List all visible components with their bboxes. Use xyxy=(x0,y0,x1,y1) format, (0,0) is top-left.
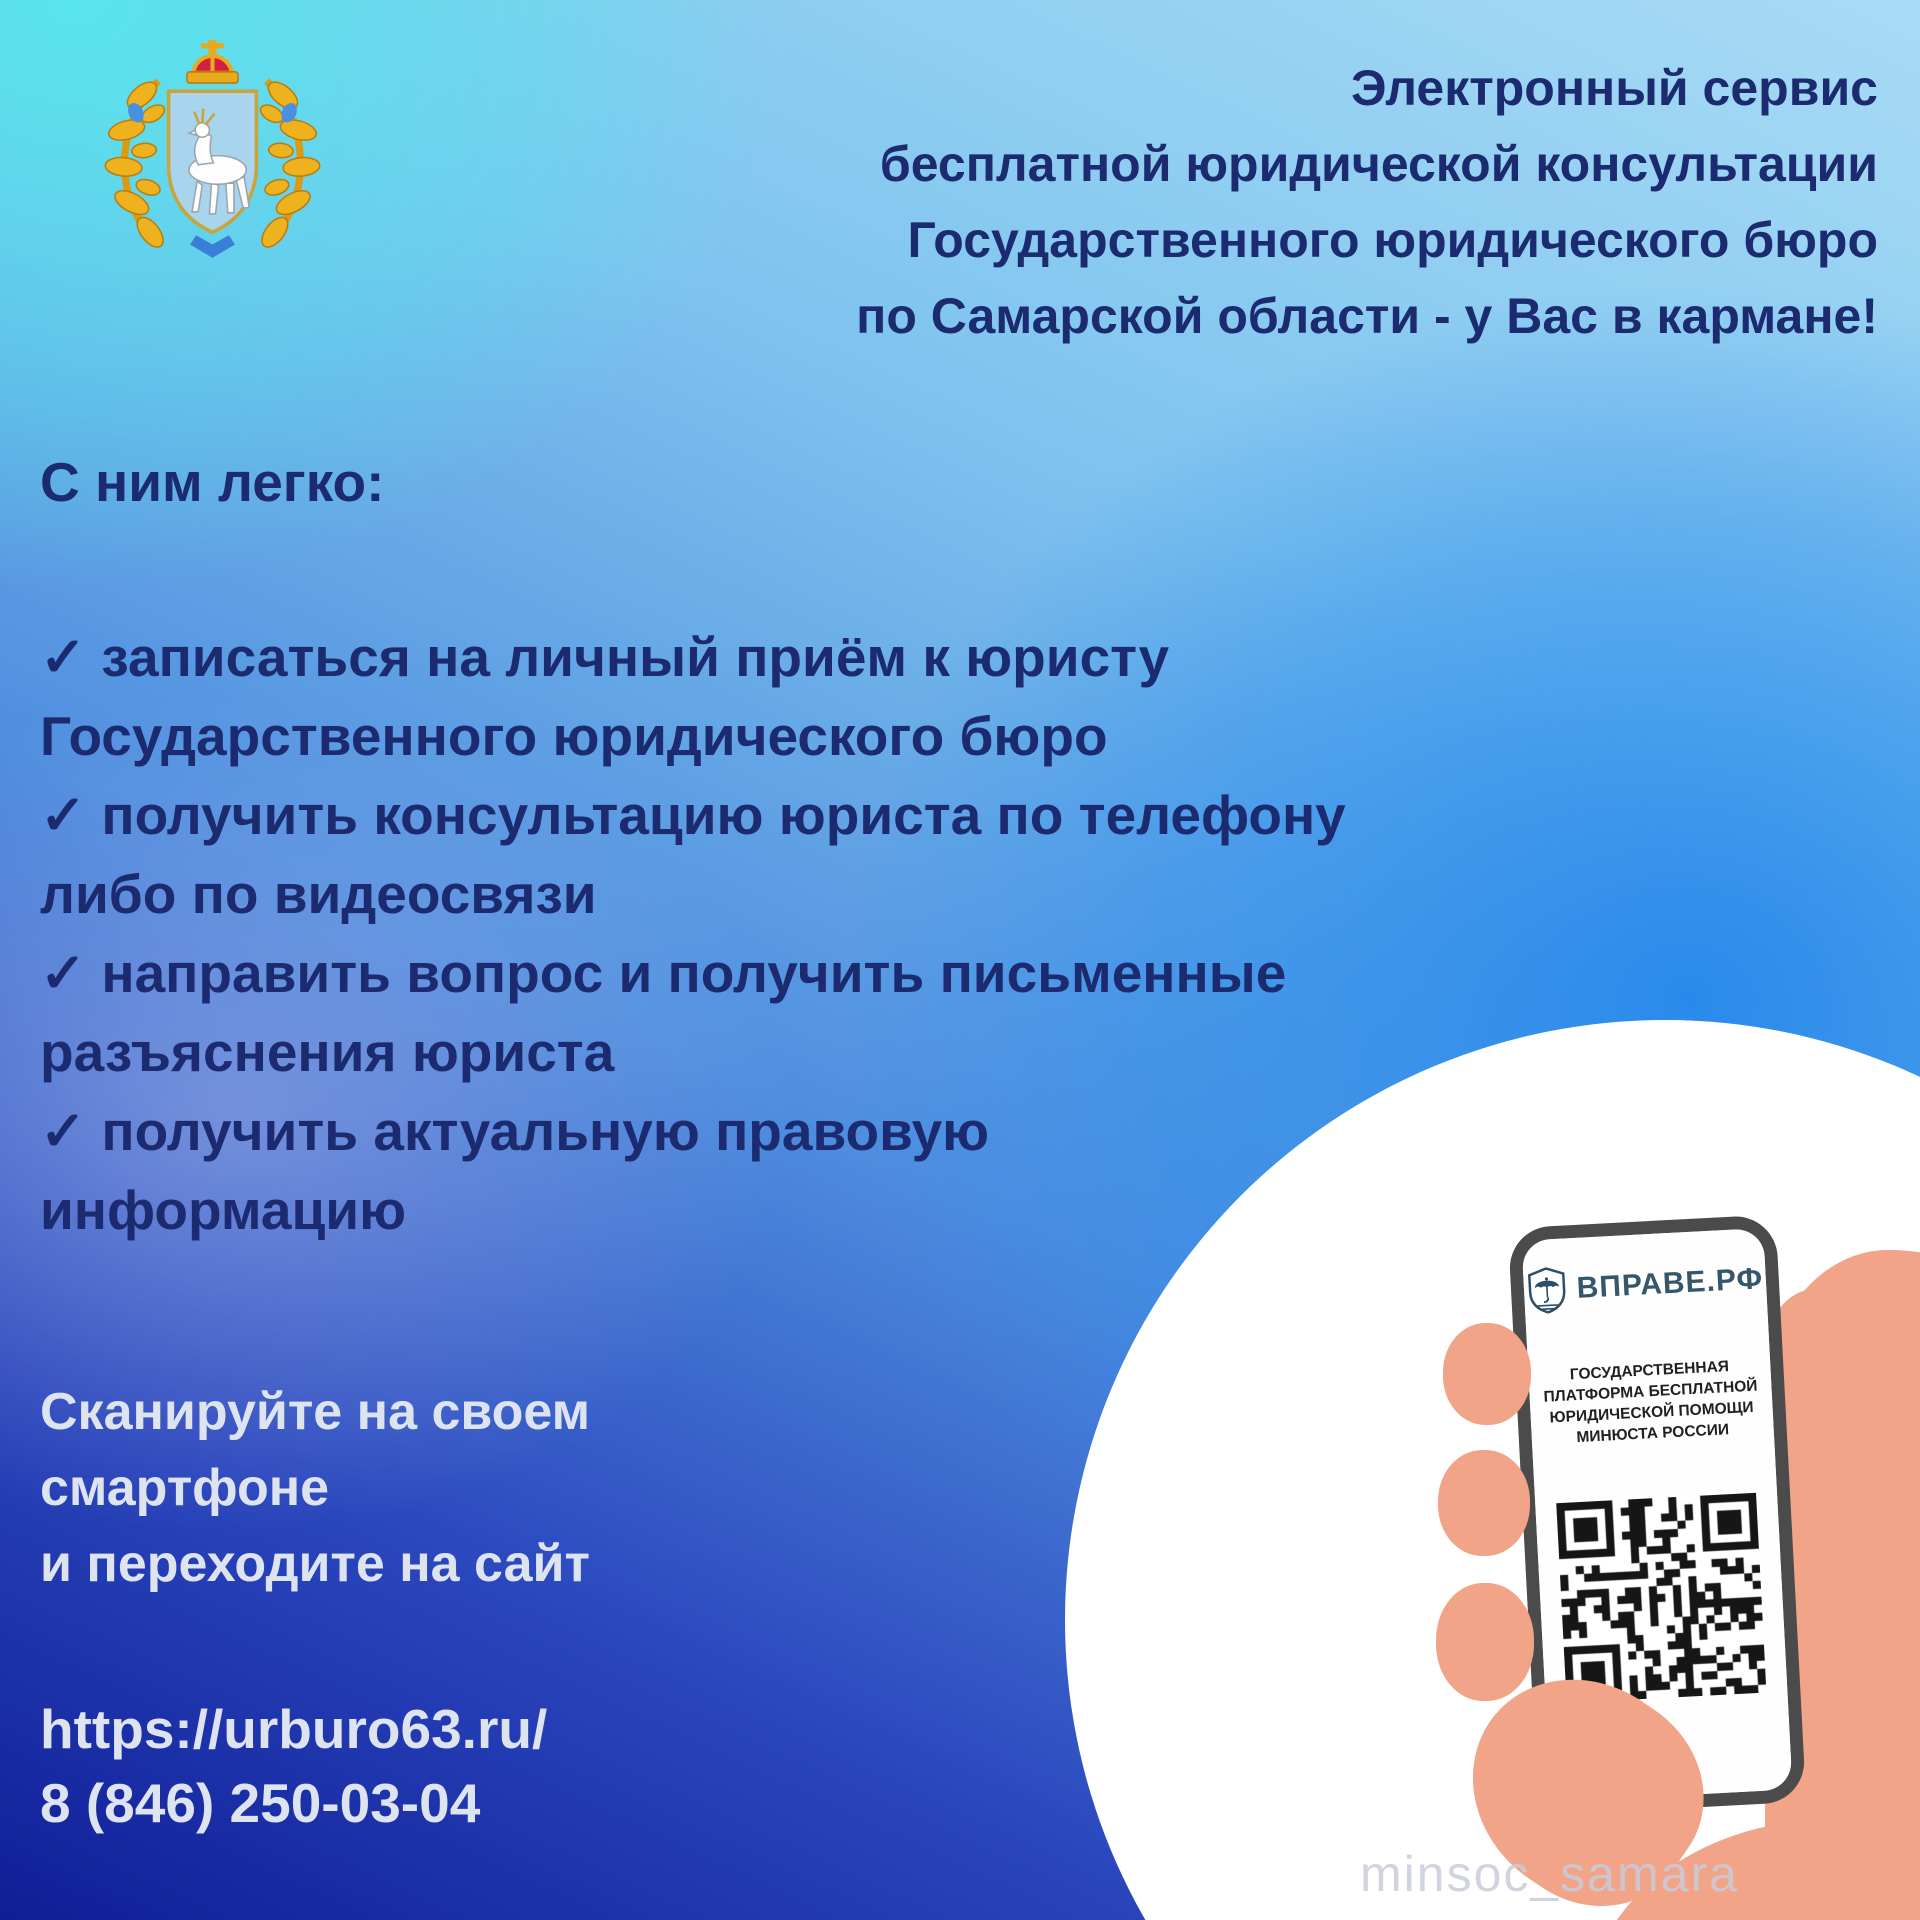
list-item-line: информацию xyxy=(40,1179,407,1241)
scan-instruction-line: смартфоне xyxy=(40,1459,330,1517)
scan-instruction-line: и переходите на сайт xyxy=(40,1535,590,1593)
list-item-line: либо по видеосвязи xyxy=(40,863,597,925)
list-item-line: Государственного юридического бюро xyxy=(40,705,1108,767)
website-url: https://urburo63.ru/ xyxy=(40,1698,548,1760)
coat-of-arms-graphic xyxy=(95,38,330,263)
list-item-line: ✓ направить вопрос и получить письменные xyxy=(40,942,1287,1004)
list-item-line: ✓ записаться на личный приём к юристу xyxy=(40,626,1170,688)
samara-coat-of-arms-icon xyxy=(95,38,330,263)
scan-instruction-line: Сканируйте на своем xyxy=(40,1383,591,1441)
title-line: бесплатной юридической консультации xyxy=(879,136,1878,192)
title-line: Государственного юридического бюро xyxy=(907,212,1878,268)
brand-name: ВПРАВЕ.РФ xyxy=(1575,1262,1764,1305)
title-line: по Самарской области - у Вас в кармане! xyxy=(856,288,1878,344)
scan-instruction xyxy=(40,1374,590,1602)
intro-text: С ним легко: xyxy=(40,451,385,513)
brand-row xyxy=(1526,1256,1765,1314)
caption-line: ПЛАТФОРМА БЕСПЛАТНОЙ xyxy=(1543,1377,1758,1406)
list-item-line: ✓ получить актуальную правовую xyxy=(40,1100,990,1162)
caption-line: ЮРИДИЧЕСКОЙ ПОМОЩИ xyxy=(1549,1398,1755,1427)
hand-finger xyxy=(1436,1583,1534,1701)
list-item-line: ✓ получить консультацию юриста по телефону xyxy=(40,784,1346,846)
list-item-line: разъяснения юриста xyxy=(40,1021,615,1083)
watermark-text: minsoc_samara xyxy=(1360,1846,1739,1902)
platform-caption xyxy=(1542,1355,1760,1450)
phone-number: 8 (846) 250-03-04 xyxy=(40,1772,481,1834)
title-line: Электронный сервис xyxy=(1350,60,1878,116)
page-title xyxy=(856,50,1878,354)
hand-finger xyxy=(1438,1450,1530,1556)
benefits-list xyxy=(40,618,1346,1250)
qr-code xyxy=(1556,1493,1766,1703)
contacts-block xyxy=(40,1692,547,1840)
caption-line: МИНЮСТА РОССИИ xyxy=(1576,1421,1730,1447)
caption-line: ГОСУДАРСТВЕННАЯ xyxy=(1569,1358,1730,1384)
umbrella-shield-icon xyxy=(1526,1266,1568,1314)
hand-finger xyxy=(1443,1323,1531,1425)
